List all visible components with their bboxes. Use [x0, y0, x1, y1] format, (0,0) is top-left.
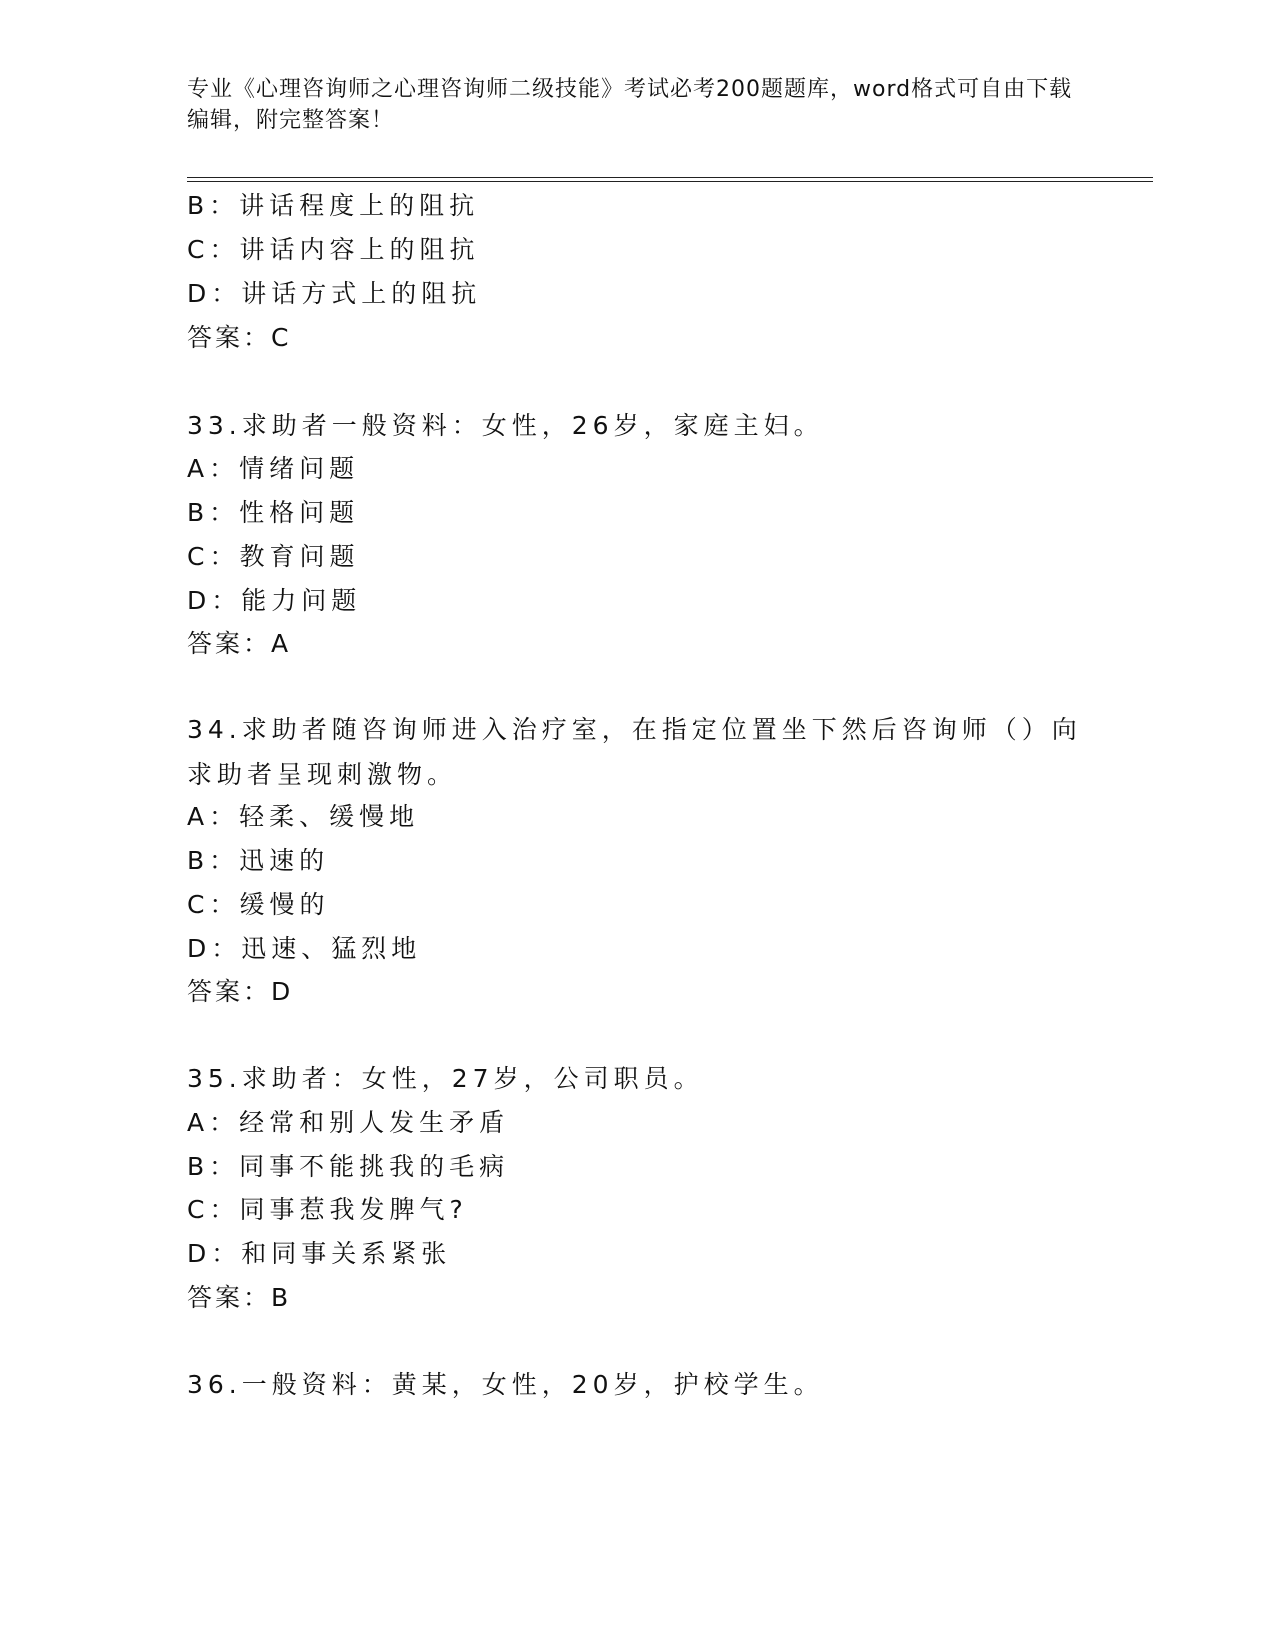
option-c: C：教育问题 — [187, 542, 360, 571]
question-stem: 35.求助者：女性，27岁，公司职员。 — [187, 1064, 704, 1093]
header-divider-bottom — [187, 181, 1153, 182]
option-a: A：情绪问题 — [187, 454, 360, 483]
option-b: B：迅速的 — [187, 846, 330, 875]
option-c: C：缓慢的 — [187, 890, 330, 919]
answer-line: 答案：B — [187, 1283, 292, 1312]
option-d: D：和同事关系紧张 — [187, 1239, 452, 1268]
question-stem: 34.求助者随咨询师进入治疗室，在指定位置坐下然后咨询师（）向求助者呈现刺激物。 — [187, 715, 1082, 789]
answer-line: 答案：C — [187, 323, 292, 352]
question-stem: 36.一般资料：黄某，女性，20岁，护校学生。 — [187, 1370, 824, 1399]
header-divider-top — [187, 177, 1153, 178]
option-b: B：性格问题 — [187, 498, 360, 527]
answer-line: 答案：A — [187, 629, 292, 658]
option-a: A：轻柔、缓慢地 — [187, 802, 420, 831]
option-a: A：经常和别人发生矛盾 — [187, 1108, 510, 1137]
question-stem: 33.求助者一般资料：女性，26岁，家庭主妇。 — [187, 411, 824, 440]
page-header-text: 专业《心理咨询师之心理咨询师二级技能》考试必考200题题库，word格式可自由下载编辑，附完整答案！ — [187, 77, 1073, 133]
option-c: C：同事惹我发脾气? — [187, 1195, 468, 1224]
option-d: D：能力问题 — [187, 586, 362, 615]
option-b: B：同事不能挑我的毛病 — [187, 1152, 510, 1181]
option-b: B：讲话程度上的阻抗 — [187, 191, 480, 220]
option-d: D：讲话方式上的阻抗 — [187, 279, 482, 308]
answer-line: 答案：D — [187, 977, 294, 1006]
option-d: D：迅速、猛烈地 — [187, 934, 422, 963]
option-c: C：讲话内容上的阻抗 — [187, 235, 480, 264]
